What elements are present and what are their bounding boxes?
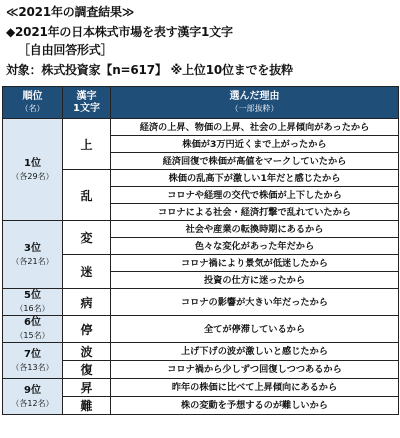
table-row <box>3 316 399 343</box>
table-row <box>3 379 399 397</box>
table-row <box>3 343 399 361</box>
kanji-cell: 上 <box>63 119 111 170</box>
ranking-body <box>3 119 399 415</box>
reason-cell: コロナによる社会・経済打撃で乱れていたから <box>111 204 399 221</box>
reason-cell: 社会や産業の転換時期にあるから <box>111 221 399 238</box>
kanji-cell: 変 <box>63 221 111 255</box>
rank-cell <box>3 289 63 316</box>
rank-label: 9位 <box>24 384 41 396</box>
table-row <box>3 119 399 136</box>
reason-cell: 投資の仕方に迷ったから <box>111 272 399 289</box>
reason-cell: 昨年の株価に比べて上昇傾向にあるから <box>111 379 399 397</box>
rank-label: 1位 <box>24 157 41 169</box>
reason-cell: 株価が3万円近くまで上がったから <box>111 136 399 153</box>
reason-cell: 経済の上昇、物価の上昇、社会の上昇傾向があったから <box>111 119 399 136</box>
survey-question: ◆2021年の日本株式市場を表す漢字1文字 <box>6 25 233 39</box>
col-kanji-header <box>63 87 111 119</box>
table-row <box>3 221 399 238</box>
kanji-cell: 復 <box>63 361 111 379</box>
rank-cell <box>3 221 63 289</box>
col-kanji-label-2: 1文字 <box>73 102 100 114</box>
reason-cell: 色々な変化があった年だから <box>111 238 399 255</box>
rank-count: （各21名） <box>11 256 54 266</box>
reason-cell: 株の変動を予想するのが難しいから <box>111 397 399 415</box>
survey-header <box>0 0 400 86</box>
rank-label: 5位 <box>24 290 41 301</box>
kanji-cell: 波 <box>63 343 111 361</box>
reason-cell: コロナの影響が大きい年だったから <box>111 289 399 316</box>
kanji-cell: 病 <box>63 289 111 316</box>
col-reason-sublabel: （一部抜粋） <box>230 103 279 113</box>
col-rank-header <box>3 87 63 119</box>
kanji-cell: 停 <box>63 316 111 343</box>
table-row <box>3 397 399 415</box>
kanji-cell: 迷 <box>63 255 111 289</box>
reason-cell: 経済回復で株価が高値をマークしていたから <box>111 153 399 170</box>
reason-cell: 株価の乱高下が激しい1年だと感じたから <box>111 170 399 187</box>
table-row <box>3 170 399 187</box>
table-row <box>3 255 399 272</box>
table-header-row <box>3 87 399 119</box>
reason-cell: コロナ禍から少しずつ回復しつつあるから <box>111 361 399 379</box>
rank-cell <box>3 343 63 379</box>
reason-cell: コロナ禍により景気が低迷したから <box>111 255 399 272</box>
col-rank-sublabel: （名） <box>20 103 45 113</box>
table-row <box>3 289 399 316</box>
rank-count: （各13名） <box>11 362 54 372</box>
col-rank-label: 順位 <box>22 90 43 102</box>
kanji-cell: 乱 <box>63 170 111 221</box>
rank-label: 7位 <box>24 348 41 360</box>
reason-cell: コロナや経理の交代で株価が上下したから <box>111 187 399 204</box>
rank-count: （15名） <box>15 331 50 340</box>
rank-count: （16名） <box>15 304 50 313</box>
rank-label: 3位 <box>24 242 41 254</box>
rank-cell <box>3 316 63 343</box>
kanji-cell: 難 <box>63 397 111 415</box>
rank-cell <box>3 379 63 415</box>
ranking-table <box>2 86 399 415</box>
rank-cell <box>3 119 63 221</box>
rank-count: （各12名） <box>11 398 54 408</box>
rank-count: （各29名） <box>11 171 54 181</box>
col-reason-label: 選んだ理由 <box>229 90 280 102</box>
reason-cell: 全てが停滞しているから <box>111 316 399 343</box>
survey-results-title: ≪2021年の調査結果≫ <box>6 5 135 19</box>
rank-label: 6位 <box>24 317 41 328</box>
answer-format: ［自由回答形式］ <box>18 43 113 57</box>
col-reason-header <box>111 87 399 119</box>
col-kanji-label: 漢字 <box>76 90 97 102</box>
table-row <box>3 361 399 379</box>
kanji-cell: 昇 <box>63 379 111 397</box>
reason-cell: 上げ下げの波が激しいと感じたから <box>111 343 399 361</box>
survey-target: 対象：株式投資家【n=617】 ※上位10位までを抜粋 <box>6 63 293 77</box>
